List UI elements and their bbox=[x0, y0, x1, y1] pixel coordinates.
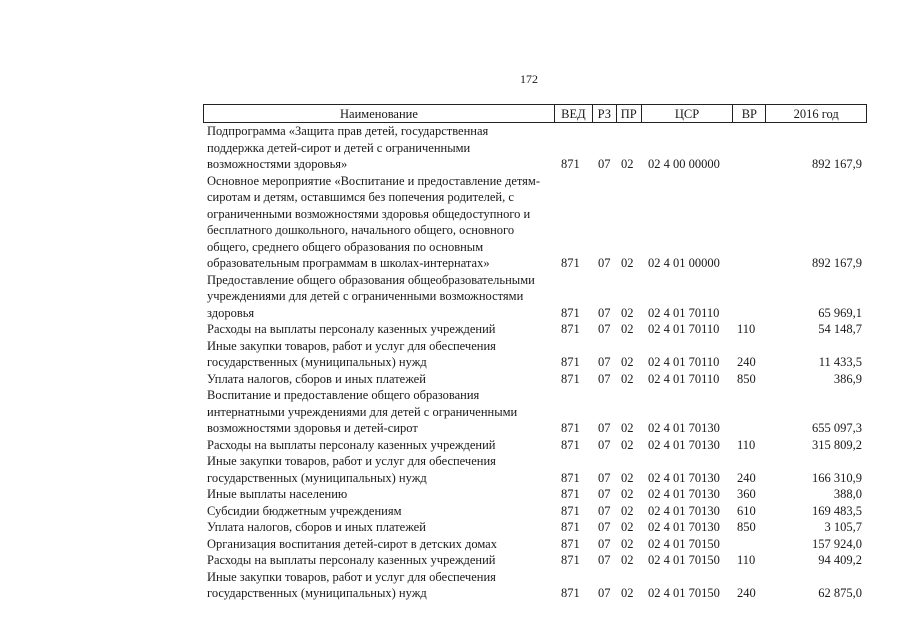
cell-csr: 02 4 01 70130 bbox=[648, 520, 720, 534]
cell-csr: 02 4 01 70130 bbox=[648, 470, 720, 485]
header-pr: ПР bbox=[617, 105, 642, 122]
table-row bbox=[203, 272, 867, 322]
table-row bbox=[203, 536, 867, 553]
row-name-line: поддержка детей-сирот и детей с ограниченными bbox=[207, 140, 471, 155]
cell-csr: 02 4 01 70110 bbox=[648, 322, 720, 336]
cell-sum: 169 483,5 bbox=[812, 503, 862, 518]
table-row bbox=[203, 338, 867, 371]
row-name-line: Иные выплаты населению bbox=[207, 487, 348, 501]
cell-pr: 02 bbox=[621, 157, 634, 171]
cell-csr: 02 4 01 70130 bbox=[648, 487, 720, 501]
cell-sum: 62 875,0 bbox=[818, 586, 862, 600]
cell-rz: 07 bbox=[598, 470, 611, 485]
cell-rz: 07 bbox=[598, 322, 611, 336]
row-cells bbox=[203, 305, 867, 322]
cell-pr: 02 bbox=[621, 371, 634, 386]
cell-sum: 386,9 bbox=[833, 371, 862, 386]
cell-csr: 02 4 01 70110 bbox=[648, 305, 720, 320]
row-cells bbox=[203, 255, 867, 272]
row-name-line: Основное мероприятие «Воспитание и предоставление детям- bbox=[207, 173, 541, 188]
row-name-line: Уплата налогов, сборов и иных платежей bbox=[207, 371, 426, 386]
row-name-line: государственных (муниципальных) нужд bbox=[207, 470, 427, 485]
cell-pr: 02 bbox=[621, 536, 634, 551]
table-row bbox=[203, 569, 867, 602]
cell-rz: 07 bbox=[598, 520, 611, 534]
cell-sum: 315 809,2 bbox=[812, 437, 862, 452]
cell-sum: 892 167,9 bbox=[812, 157, 862, 171]
cell-sum: 54 148,7 bbox=[818, 322, 862, 336]
budget-table bbox=[203, 104, 867, 602]
row-name-line: государственных (муниципальных) нужд bbox=[207, 586, 427, 600]
row-name-line: интернатными учреждениями для детей с ограниченными bbox=[207, 404, 518, 419]
row-name-line: Иные закупки товаров, работ и услуг для обеспечения bbox=[207, 454, 496, 468]
header-ved: ВЕД bbox=[555, 105, 593, 122]
row-name-line: Расходы на выплаты персоналу казенных учреждений bbox=[207, 553, 496, 567]
cell-pr: 02 bbox=[621, 305, 634, 320]
cell-csr: 02 4 01 70110 bbox=[648, 355, 720, 369]
row-cells bbox=[203, 354, 867, 371]
row-name-line: Подпрограмма «Защита прав детей, государственная bbox=[207, 124, 489, 138]
cell-ved: 871 bbox=[561, 256, 580, 270]
cell-vr: 240 bbox=[737, 586, 756, 600]
header-sum: 2016 год bbox=[793, 107, 839, 121]
row-name-line: Уплата налогов, сборов и иных платежей bbox=[207, 520, 426, 534]
table-row bbox=[203, 552, 867, 569]
cell-pr: 02 bbox=[621, 256, 634, 270]
cell-rz: 07 bbox=[598, 305, 611, 320]
header-vr: ВР bbox=[733, 105, 766, 122]
row-name-line: Расходы на выплаты персоналу казенных учреждений bbox=[207, 322, 496, 336]
cell-vr: 110 bbox=[737, 553, 756, 567]
row-cells bbox=[203, 470, 867, 487]
cell-ved: 871 bbox=[561, 157, 580, 171]
cell-csr: 02 4 01 70150 bbox=[648, 536, 720, 551]
row-name-line: Иные закупки товаров, работ и услуг для обеспечения bbox=[207, 338, 496, 353]
row-name-line: ограниченными возможностями здоровья общедоступного и bbox=[207, 206, 531, 221]
cell-vr: 110 bbox=[737, 437, 756, 452]
cell-csr: 02 4 00 00000 bbox=[648, 157, 720, 171]
cell-ved: 871 bbox=[561, 421, 580, 435]
cell-pr: 02 bbox=[621, 553, 634, 567]
row-name-line: Организация воспитания детей-сирот в детских домах bbox=[207, 536, 497, 551]
cell-csr: 02 4 01 70110 bbox=[648, 371, 720, 386]
cell-rz: 07 bbox=[598, 536, 611, 551]
row-cells bbox=[203, 156, 867, 173]
table-row bbox=[203, 519, 867, 536]
table-body bbox=[203, 123, 867, 602]
cell-rz: 07 bbox=[598, 256, 611, 270]
row-name-line: образовательным программам в школах-интернатах» bbox=[207, 256, 490, 270]
cell-ved: 871 bbox=[561, 520, 580, 534]
row-name-line: государственных (муниципальных) нужд bbox=[207, 355, 427, 369]
cell-csr: 02 4 01 70150 bbox=[648, 586, 720, 600]
cell-csr: 02 4 01 70130 bbox=[648, 437, 720, 452]
cell-vr: 360 bbox=[737, 487, 756, 501]
cell-vr: 240 bbox=[737, 355, 756, 369]
table-header bbox=[203, 104, 867, 123]
cell-pr: 02 bbox=[621, 355, 634, 369]
cell-rz: 07 bbox=[598, 586, 611, 600]
cell-pr: 02 bbox=[621, 487, 634, 501]
header-rz: РЗ bbox=[593, 105, 617, 122]
row-cells bbox=[203, 585, 867, 602]
cell-sum: 65 969,1 bbox=[818, 305, 862, 320]
cell-rz: 07 bbox=[598, 371, 611, 386]
page-number: 172 bbox=[520, 72, 538, 86]
table-row bbox=[203, 387, 867, 437]
cell-ved: 871 bbox=[561, 305, 580, 320]
cell-ved: 871 bbox=[561, 371, 580, 386]
table-row bbox=[203, 437, 867, 454]
cell-rz: 07 bbox=[598, 553, 611, 567]
cell-pr: 02 bbox=[621, 520, 634, 534]
row-name-line: Воспитание и предоставление общего образования bbox=[207, 388, 480, 402]
table-row bbox=[203, 173, 867, 272]
row-name-line: общего, среднего общего образования по основным bbox=[207, 239, 484, 254]
cell-pr: 02 bbox=[621, 503, 634, 518]
cell-ved: 871 bbox=[561, 437, 580, 452]
cell-pr: 02 bbox=[621, 470, 634, 485]
cell-sum: 166 310,9 bbox=[812, 470, 862, 485]
cell-rz: 07 bbox=[598, 437, 611, 452]
header-name: Наименование bbox=[204, 105, 555, 122]
cell-rz: 07 bbox=[598, 421, 611, 435]
table-row bbox=[203, 123, 867, 173]
table-row bbox=[203, 503, 867, 520]
cell-sum: 655 097,3 bbox=[812, 421, 862, 435]
row-name-line: Иные закупки товаров, работ и услуг для обеспечения bbox=[207, 569, 496, 584]
row-cells bbox=[203, 486, 867, 503]
header-csr: ЦСР bbox=[642, 105, 734, 122]
cell-ved: 871 bbox=[561, 503, 580, 518]
cell-csr: 02 4 01 00000 bbox=[648, 256, 720, 270]
cell-ved: 871 bbox=[561, 553, 580, 567]
cell-rz: 07 bbox=[598, 487, 611, 501]
cell-vr: 850 bbox=[737, 371, 756, 386]
row-cells bbox=[203, 420, 867, 437]
cell-ved: 871 bbox=[561, 536, 580, 551]
cell-sum: 94 409,2 bbox=[818, 553, 862, 567]
cell-csr: 02 4 01 70130 bbox=[648, 421, 720, 435]
cell-rz: 07 bbox=[598, 503, 611, 518]
cell-ved: 871 bbox=[561, 487, 580, 501]
cell-sum: 388,0 bbox=[833, 487, 862, 501]
row-cells bbox=[203, 519, 867, 536]
cell-vr: 610 bbox=[737, 503, 756, 518]
cell-vr: 850 bbox=[737, 520, 756, 534]
cell-sum: 11 433,5 bbox=[818, 355, 862, 369]
cell-sum: 892 167,9 bbox=[812, 256, 862, 270]
row-name-line: Предоставление общего образования общеобразовательными bbox=[207, 272, 535, 287]
cell-ved: 871 bbox=[561, 470, 580, 485]
row-cells bbox=[203, 371, 867, 388]
row-name-line: Расходы на выплаты персоналу казенных учреждений bbox=[207, 437, 496, 452]
cell-ved: 871 bbox=[561, 322, 580, 336]
table-row bbox=[203, 321, 867, 338]
cell-sum: 157 924,0 bbox=[812, 536, 862, 551]
table-row bbox=[203, 453, 867, 486]
row-name-line: здоровья bbox=[207, 305, 255, 320]
cell-vr: 110 bbox=[737, 322, 756, 336]
cell-rz: 07 bbox=[598, 157, 611, 171]
table-row bbox=[203, 371, 867, 388]
row-cells bbox=[203, 552, 867, 569]
cell-csr: 02 4 01 70150 bbox=[648, 553, 720, 567]
row-name-line: возможностями здоровья» bbox=[207, 157, 348, 171]
cell-pr: 02 bbox=[621, 322, 634, 336]
cell-pr: 02 bbox=[621, 421, 634, 435]
row-cells bbox=[203, 536, 867, 553]
cell-ved: 871 bbox=[561, 586, 580, 600]
table-row bbox=[203, 486, 867, 503]
cell-rz: 07 bbox=[598, 355, 611, 369]
cell-csr: 02 4 01 70130 bbox=[648, 503, 720, 518]
cell-ved: 871 bbox=[561, 355, 580, 369]
row-name-line: сиротам и детям, оставшимся без попечения родителей, с bbox=[207, 190, 514, 204]
row-name-line: учреждениями для детей с ограниченными возможностями bbox=[207, 289, 524, 303]
cell-pr: 02 bbox=[621, 586, 634, 600]
row-cells bbox=[203, 321, 867, 338]
cell-pr: 02 bbox=[621, 437, 634, 452]
row-cells bbox=[203, 437, 867, 454]
row-name-line: возможностями здоровья и детей-сирот bbox=[207, 421, 418, 435]
cell-sum: 3 105,7 bbox=[824, 520, 862, 534]
row-cells bbox=[203, 503, 867, 520]
cell-vr: 240 bbox=[737, 470, 756, 485]
row-name-line: Субсидии бюджетным учреждениям bbox=[207, 503, 402, 518]
row-name-line: бесплатного дошкольного, начального общего, основного bbox=[207, 223, 515, 237]
